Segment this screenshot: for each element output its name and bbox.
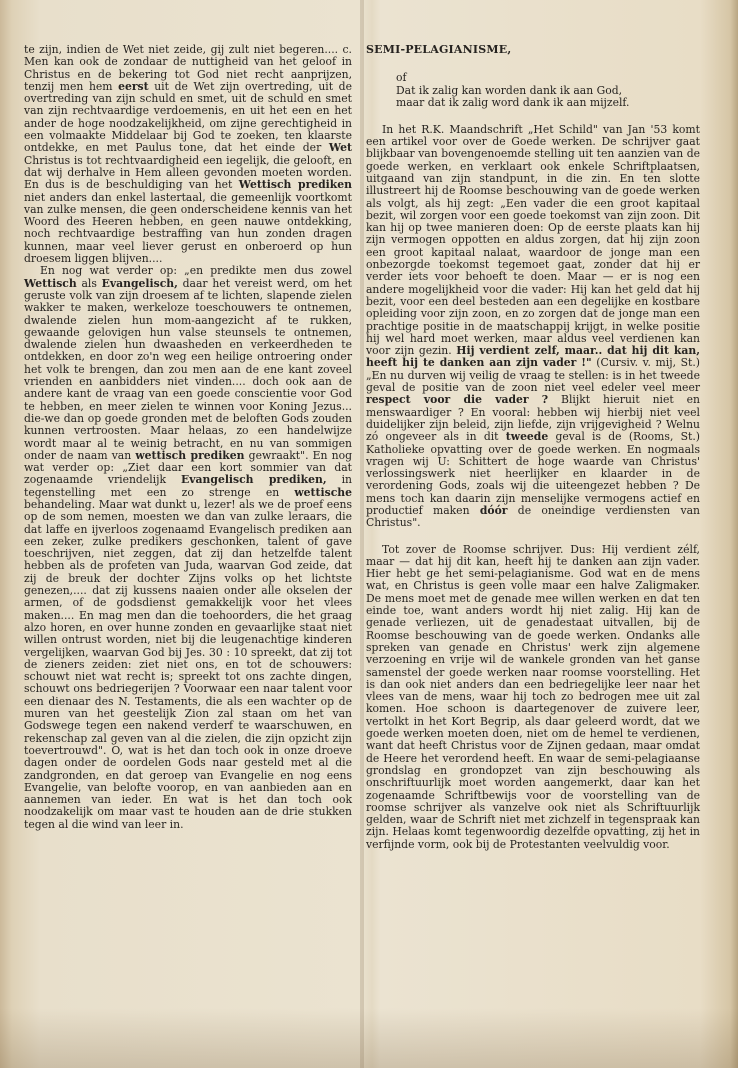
paragraph-text: Tot zover de Roomse schrijver. Dus: Hij verdient zélf, maar — dat hij dit kan, heeft hij te danken aan zijn vader. Hier hebt ge het semi-pelagianisme. God wat en de mens wat, en Christus is geen volle maar een halve Zaligmaker. De mens moet met de genade mee willen werken en dat ten einde toe, want anders wordt hij niet zalig. Hij kan de genade verliezen, uit de genadestaat uitvallen, bij de Roomse beschouwing van de goede werken. Ondanks alle spreken van genade en Christus' werk zijn algemene verzoening en vrije wil de wankele gronden van het ganse samenstel der goede werken naar roomse voorstelling. Het is dan ook niet anders dan een bedriegelijke leer naar het vlees van de mens, waar hij toch zo bedrogen mee uit zal komen. Hoe schoon is daartegenover de zuivere leer, vertolkt in het Kort Begrip, als daar geleerd wordt, dat we goede werken moeten doen, niet om de hemel te verdienen, want dat heeft Christus voor de Zijnen gedaan, maar omdat de Heere het verordend heeft. En waar de semi-pelagiaanse grondslag en grondopzet van zijn beschouwing als onschriftuurlijk moet worden aangemerkt, daar kan het zogenaamde Schriftbewijs voor de voorstelling van de roomse schrijver als vanzelve ook niet als Schriftuurlijk gelden, waar de Schrift niet met zichzelf in tegenspraak kan zijn. Helaas komt tegenwoordig dezelfde opvatting, zij het in verfijnde vorm, ook bij de Protestanten veelvuldig voor. [366,542,700,851]
paragraph-text: behandeling. Maar wat dunkt u, lezer! als we de proef eens op de som nemen, moesten we dan van zulke leraars, die dat laffe en ijverloos zogenaamd Evangelisch prediken aan een zeker, zulke predikers geschonken, talent of gave toeschrijven, niet zeggen, dat zij dan hetzelfde talent hebben als de profeten van Juda, waarvan God zeide, dat zij de breuk der dochter Zijns volks op het lichtste genezen,.... dat zij kussens naaien onder alle okselen der armen, of de godsdienst gemakkelijk voor het vlees maken.... En mag men dan die toehoorders, die het graag alzo horen, en over hunne zonden en gevaarlijke staat niet willen ontrust worden, niet bij die leugenachtige kinderen vergelijken, waarvan God bij Jes. 30 : 10 spreekt, dat zij tot de zieners zeiden: ziet niet ons, en tot de schouwers: schouwt niet wat recht is; spreekt tot ons zachte dingen, schouwt ons bedriegerijen ? Voorwaar een naar talent voor een dienaar des N. Testaments, die als een wachter op de muren van het geestelijk Zion zal staan om het van Godswege tegen een nakend verderf te waarschuwen, en rekenschap zal geven van al die zielen, die zijn opzicht zijn toevertrouwd". O, wat is het dan toch ook in onze droeve dagen onder de oordelen Gods naar gesteld met al die zandgronden, en dat geroep van Evangelie en nog eens Evangelie, van belofte voorop, en van aanbieden aan en aannemen van ieder. En wat is het dan toch ook noodzakelijk om maar vast te houden aan de drie stukken tegen al die wind van leer in. [24,497,352,831]
emphasis-text: Wettisch prediken [238,178,352,192]
emphasis-text: dóór [479,504,508,517]
right-column [366,44,700,851]
paragraph-text: te zijn, indien de Wet niet zeide, gij zult niet begeren.... c. Men kan ook de zondaar de nuttigheid van het geloof in Christus en de bekering tot God niet recht aanprijzen, tenzij men hem [24,43,352,93]
paragraph-text: Blijkt hieruit niet en menswaardiger ? En vooral: hebben wij hierbij niet veel duidelijker zijn beleid, zijn liefde, zijn vrijgevigheid ? Welnu zó ongeveer als in dit [366,393,700,444]
paragraph [366,124,700,530]
paragraph-text: niet anders dan enkel lastertaal, die gemeenlijk voortkomt van zulke mensen, die geen onderscheidene kennis van het Woord des Heeren hebben, en geen nauwe ontdekking, noch rechtvaardige bestraffing van hun zonden dragen kunnen, maar veel liever gerust en onberoerd op hun droesem liggen blijven.... [24,190,352,266]
paragraph-text: de oneindige verdiensten van Christus". [366,504,700,530]
paragraph [366,544,700,851]
emphasis-text: Evangelisch prediken, [181,473,327,487]
emphasis-text: Wettisch [24,276,77,290]
paragraph-text: En nog wat verder op: „en predikte men dus zowel [40,264,352,278]
paragraph-text: als [76,276,102,290]
emphasis-text: Evangelisch, [101,276,178,290]
paragraph-text: In het R.K. Maandschrift „Het Schild" van Jan '53 komt een artikel voor over de Goede werken. De schrijver gaat blijkbaar van bovengenoemde stelling uit ten aanzien van de goede werken, en verklaart ook enkele Schriftplaatsen, uitgaand van zijn standpunt, in die zin. En ten slotte illustreert hij de Roomse beschouwing van de goede werken als volgt, als hij zegt: „Een vader die een groot kapitaal bezit, wil zorgen voor een goede toekomst van zijn zoon. Dit kan hij op twee manieren doen: Op de eerste plaats kan hij zijn vermogen oppotten en aldus zorgen, dat hij zijn zoon een groot kapitaal nalaat, waardoor de jonge man een onbezorgde toekomst tegemoet gaat, zonder dat hij er verder iets voor behoeft te doen. Maar — er is nog een andere mogelijkheid voor die vader: Hij kan het geld dat hij bezit, voor een deel besteden aan een degelijke en kostbare opleiding voor zijn zoon, en zo zorgen dat de jonge man een prachtige positie in de maatschappij krijgt, in welke positie hij wel hard moet werken, maar aldus veel verdienen kan voor zijn gezin. [366,122,700,358]
right-column-body [366,124,700,851]
emphasis-text: wettisch prediken [135,448,245,462]
emphasis-text: respect voor die vader ? [366,393,549,407]
paragraph-text: uit de Wet zijn overtreding, uit de overtreding van zijn schuld en smet, uit de schuld en smet van zijn rechtvaardige verdoemenis, en uit het een en het ander de hoge noodzakelijkheid, om zijne gerechtigheid in een volmaakte Middelaar bij God te zoeken, ten klaarste ontdekke, en met Paulus tone, dat het einde der [24,79,352,155]
emphasis-text: eerst [118,79,149,93]
paragraph-gap [366,530,700,544]
paragraph-text: Christus is tot rechtvaardigheid een iegelijk, die gelooft, en dat wij derhalve in Hem alleen gevonden moeten worden. En dus is de beschuldiging van het [24,153,352,192]
motto-line: maar dat ik zalig word dank ik aan mijzelf. [396,96,630,110]
emphasis-text: wettische [294,485,352,499]
emphasis-text: Wet [328,141,352,155]
paragraph-text: gewraakt". En nog wat verder op: „Ziet daar een kort sommier van dat zogenaamde vriendelijk [24,448,352,487]
emphasis-text: Hij verdient zelf, maar.. dat hij dit kan, heeft hij te danken aan zijn vader !" [366,344,700,370]
paragraph-text: daar het vereist werd, om het geruste volk van zijn droesem af te lichten, slapende zielen wakker te maken, werkeloze toeschouwers te ontnemen, dwalende zielen hun mom-aangezicht af te rukken, gewaande gelovigen hun valse steunsels te ontnemen, dwalende zielen hun dwaasheden en verkeerdheden te ontdekken, en door zo'n weg een heilige ontroering onder het volk te brengen, dan zou men aan de ene kant zoveel vrienden en aanbidders niet vinden.... doch ook aan de andere kant de vraag van een goede conscientie voor God te hebben, en meer zielen te winnen voor Koning Jezus... die-we dan op goede gronden met de beloften Gods zouden kunnen vertroosten. Maar helaas, zo een handelwijze wordt maar al te weinig betracht, en nu van sommigen onder de naam van [24,276,352,462]
paragraph-text: in tegenstelling met een zo strenge en [24,473,352,499]
motto-line: of [396,71,407,85]
left-column [24,44,352,831]
column-gutter [360,0,364,1068]
paragraph [24,265,352,831]
paragraph-text: geval is de (Rooms, St.) Katholieke opvatting over de goede werken. En nogmaals vragen wij U: Schittert de hoge waarde van Christus' verlossingswerk niet heerlijker en klaarder in de verordening Gods, zoals wij die uiteengezet hebben ? De mens toch kan daarin zijn menselijke vermogens actief en productief maken [366,430,700,517]
paragraph-text: (Cursiv. v. mij, St.) „En nu durven wij veilig de vraag te stellen: is in het tweede geval de positie van de zoon niet veel edeler veel meer [366,356,700,395]
article-motto [396,72,700,110]
emphasis-text: tweede [505,430,549,444]
paragraph [24,44,352,265]
motto-line: Dat ik zalig kan worden dank ik aan God, [396,83,623,97]
article-heading: SEMI-PELAGIANISME, [366,43,512,56]
